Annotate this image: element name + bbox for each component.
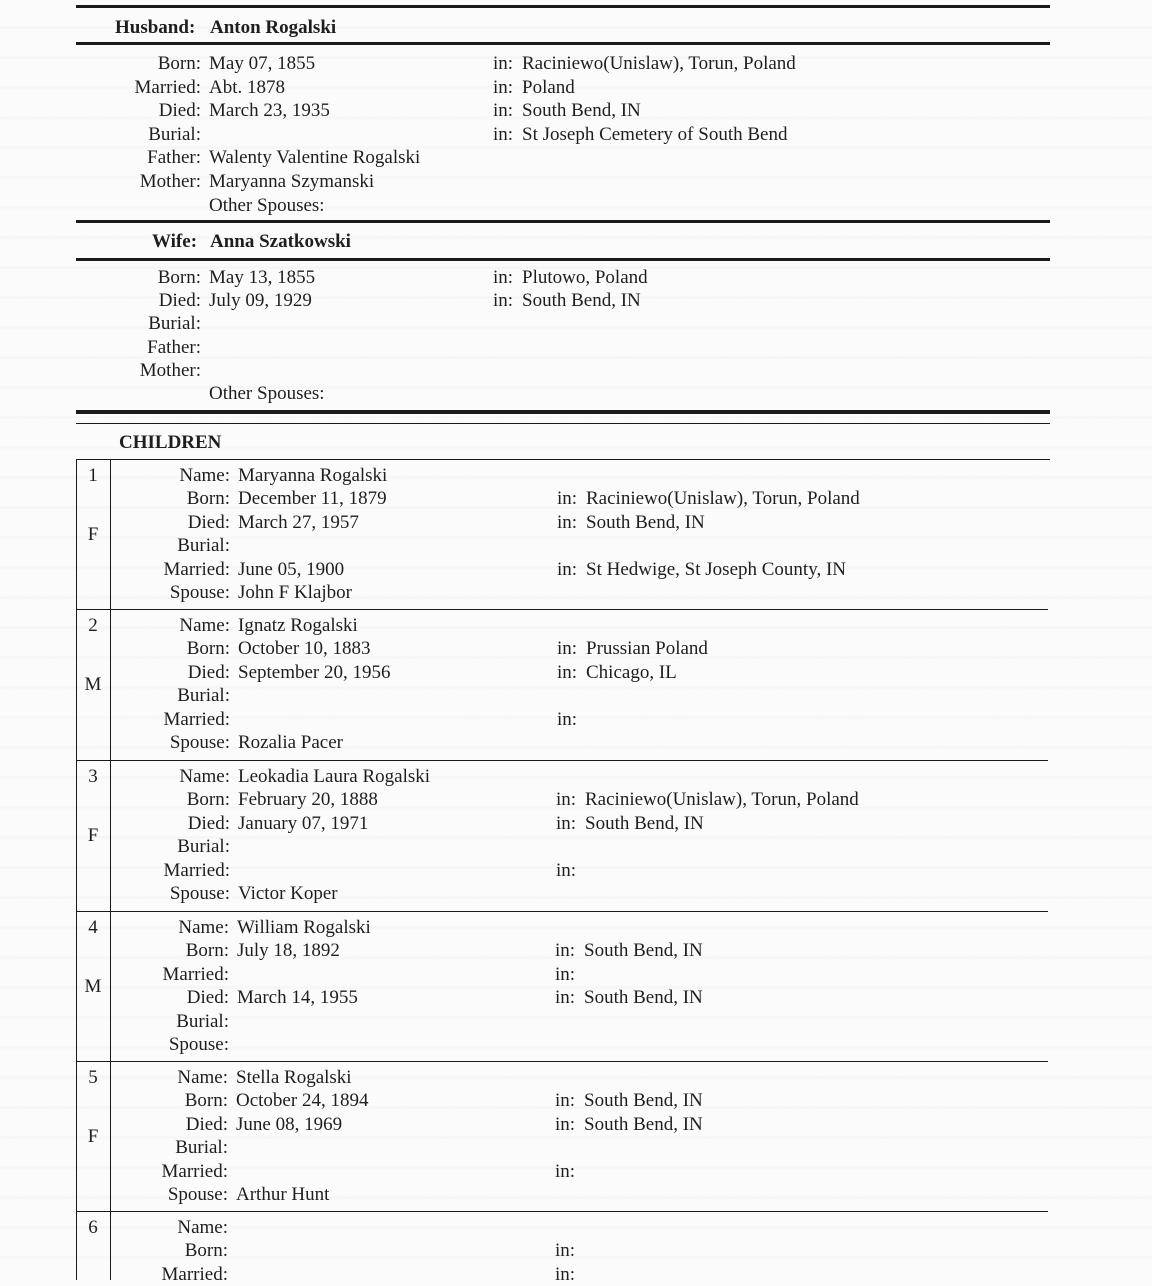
children-double-rule-top bbox=[76, 410, 1050, 414]
child-5-died-place: South Bend, IN bbox=[584, 1113, 703, 1135]
child-4-married-label: Married: bbox=[162, 963, 229, 985]
husband-born-in-label: in: bbox=[493, 53, 514, 74]
child-separator bbox=[76, 1211, 1048, 1212]
child-1-born-value: December 11, 1879 bbox=[238, 488, 387, 510]
husband-married-value: Abt. 1878 bbox=[209, 76, 285, 98]
child-4-married-in-label: in: bbox=[555, 963, 576, 985]
wife-born-place: Plutowo, Poland bbox=[522, 267, 648, 288]
child-number: 6 bbox=[88, 1217, 98, 1238]
child-2-name-value: Ignatz Rogalski bbox=[238, 615, 358, 636]
child-3-name-value: Leokadia Laura Rogalski bbox=[238, 766, 431, 787]
child-separator bbox=[76, 1061, 1048, 1062]
child-3-died-value: January 07, 1971 bbox=[238, 812, 369, 834]
husband-born-value: May 07, 1855 bbox=[209, 53, 316, 74]
child-5-spouse-label: Spouse: bbox=[167, 1184, 228, 1205]
husband-other-value: Other Spouses: bbox=[209, 194, 325, 216]
child-sex: F bbox=[87, 524, 99, 545]
husband-married-label: Married: bbox=[134, 76, 201, 98]
husband-died-value: March 23, 1935 bbox=[209, 100, 330, 122]
child-4-spouse-label: Spouse: bbox=[168, 1034, 229, 1055]
child-5-died-value: June 08, 1969 bbox=[236, 1113, 343, 1135]
child-1-spouse-value: John F Klajbor bbox=[238, 582, 352, 603]
child-5-name-value: Stella Rogalski bbox=[236, 1067, 352, 1088]
child-sex: M bbox=[84, 976, 102, 997]
child-4-born-place: South Bend, IN bbox=[584, 940, 703, 962]
child-3-born-place: Raciniewo(Unislaw), Torun, Poland bbox=[585, 789, 859, 811]
wife-name: Anna Szatkowski bbox=[210, 231, 351, 252]
child-5-burial-label: Burial: bbox=[175, 1137, 228, 1159]
child-1-name-value: Maryanna Rogalski bbox=[238, 465, 388, 486]
top-rule bbox=[76, 5, 1050, 8]
child-4-name-label: Name: bbox=[178, 917, 229, 938]
children-heading: CHILDREN bbox=[119, 432, 222, 453]
wife-mother-label: Mother: bbox=[139, 359, 201, 381]
husband-burial-label: Burial: bbox=[148, 123, 201, 145]
child-3-married-in-label: in: bbox=[556, 859, 577, 881]
child-1-burial-label: Burial: bbox=[177, 535, 230, 557]
child-1-married-place: St Hedwige, St Joseph County, IN bbox=[586, 558, 847, 580]
husband-name: Anton Rogalski bbox=[210, 17, 337, 38]
child-1-married-label: Married: bbox=[163, 558, 230, 580]
child-sex: F bbox=[87, 1126, 99, 1147]
child-number: 4 bbox=[88, 917, 98, 938]
child-number: 3 bbox=[88, 766, 98, 787]
child-1-married-in-label: in: bbox=[557, 558, 578, 580]
child-1-born-in-label: in: bbox=[557, 488, 578, 510]
child-4-died-value: March 14, 1955 bbox=[237, 987, 358, 1009]
child-1-died-label: Died: bbox=[187, 511, 230, 533]
child-sex: M bbox=[84, 674, 102, 695]
husband-died-place: South Bend, IN bbox=[522, 100, 641, 122]
child-number: 5 bbox=[88, 1067, 98, 1088]
husband-born-place: Raciniewo(Unislaw), Torun, Poland bbox=[522, 53, 796, 74]
child-6-born-in-label: in: bbox=[555, 1240, 576, 1262]
husband-born-label: Born: bbox=[157, 53, 201, 74]
wife-died-label: Died: bbox=[158, 290, 201, 312]
child-5-spouse-value: Arthur Hunt bbox=[236, 1184, 330, 1205]
wife-burial-label: Burial: bbox=[148, 313, 201, 335]
child-2-died-value: September 20, 1956 bbox=[238, 661, 391, 683]
wife-heading: Wife: bbox=[152, 231, 198, 252]
child-2-married-in-label: in: bbox=[557, 708, 578, 730]
child-4-born-in-label: in: bbox=[555, 940, 576, 962]
child-1-married-value: June 05, 1900 bbox=[238, 558, 345, 580]
child-6-married-label: Married: bbox=[161, 1263, 228, 1285]
child-3-born-value: February 20, 1888 bbox=[238, 789, 378, 811]
child-3-spouse-value: Victor Koper bbox=[238, 883, 338, 904]
child-4-name-value: William Rogalski bbox=[237, 917, 371, 938]
child-2-born-label: Born: bbox=[186, 638, 230, 660]
child-2-died-place: Chicago, IL bbox=[586, 661, 677, 683]
child-2-born-in-label: in: bbox=[557, 638, 578, 660]
child-1-born-label: Born: bbox=[186, 488, 230, 510]
wife-died-in-label: in: bbox=[493, 290, 514, 312]
wife-top-rule bbox=[76, 220, 1050, 223]
child-1-name-label: Name: bbox=[179, 465, 230, 486]
child-5-name-label: Name: bbox=[177, 1067, 228, 1088]
child-6-born-label: Born: bbox=[184, 1240, 228, 1262]
child-4-died-label: Died: bbox=[186, 987, 229, 1009]
child-4-died-in-label: in: bbox=[555, 987, 576, 1009]
child-1-spouse-label: Spouse: bbox=[169, 582, 230, 603]
wife-born-value: May 13, 1855 bbox=[209, 267, 316, 288]
child-4-born-value: July 18, 1892 bbox=[237, 940, 340, 962]
child-5-born-place: South Bend, IN bbox=[584, 1090, 703, 1112]
husband-burial-place: St Joseph Cemetery of South Bend bbox=[522, 123, 788, 145]
child-3-died-in-label: in: bbox=[556, 812, 577, 834]
husband-burial-in-label: in: bbox=[493, 123, 514, 145]
child-separator bbox=[76, 609, 1048, 610]
wife-died-value: July 09, 1929 bbox=[209, 290, 312, 312]
child-3-died-place: South Bend, IN bbox=[585, 812, 704, 834]
husband-married-place: Poland bbox=[522, 76, 575, 98]
wife-died-place: South Bend, IN bbox=[522, 290, 641, 312]
child-5-born-label: Born: bbox=[184, 1090, 228, 1112]
wife-other-value: Other Spouses: bbox=[209, 383, 325, 404]
husband-married-in-label: in: bbox=[493, 76, 514, 98]
child-5-born-value: October 24, 1894 bbox=[236, 1090, 369, 1112]
child-6-name-label: Name: bbox=[177, 1217, 228, 1238]
child-3-spouse-label: Spouse: bbox=[169, 883, 230, 904]
husband-father-value: Walenty Valentine Rogalski bbox=[209, 147, 421, 169]
child-2-spouse-label: Spouse: bbox=[169, 732, 230, 753]
wife-father-label: Father: bbox=[147, 336, 201, 358]
wife-born-label: Born: bbox=[157, 267, 201, 288]
child-3-born-in-label: in: bbox=[556, 789, 577, 811]
children-double-rule-bottom bbox=[76, 423, 1050, 424]
child-1-died-in-label: in: bbox=[557, 511, 578, 533]
husband-rule bbox=[76, 42, 1050, 45]
child-2-died-label: Died: bbox=[187, 661, 230, 683]
child-2-name-label: Name: bbox=[179, 615, 230, 636]
child-sex: F bbox=[87, 825, 99, 846]
child-4-died-place: South Bend, IN bbox=[584, 987, 703, 1009]
child-number: 2 bbox=[88, 615, 98, 636]
child-separator bbox=[76, 911, 1048, 912]
child-5-married-label: Married: bbox=[161, 1160, 228, 1182]
child-3-married-label: Married: bbox=[163, 859, 230, 881]
child-2-spouse-value: Rozalia Pacer bbox=[238, 732, 343, 753]
husband-died-label: Died: bbox=[158, 100, 201, 122]
child-4-born-label: Born: bbox=[185, 940, 229, 962]
child-3-died-label: Died: bbox=[187, 812, 230, 834]
child-2-died-in-label: in: bbox=[557, 661, 578, 683]
child-3-burial-label: Burial: bbox=[177, 836, 230, 858]
husband-father-label: Father: bbox=[147, 147, 201, 169]
husband-died-in-label: in: bbox=[493, 100, 514, 122]
child-5-born-in-label: in: bbox=[555, 1090, 576, 1112]
child-4-burial-label: Burial: bbox=[176, 1010, 229, 1032]
child-separator bbox=[76, 760, 1048, 761]
child-number: 1 bbox=[88, 465, 98, 486]
wife-rule bbox=[76, 258, 1050, 261]
child-2-born-place: Prussian Poland bbox=[586, 638, 708, 660]
husband-heading: Husband: bbox=[115, 17, 196, 38]
child-5-married-in-label: in: bbox=[555, 1160, 576, 1182]
husband-mother-label: Mother: bbox=[139, 171, 201, 192]
husband-mother-value: Maryanna Szymanski bbox=[209, 171, 375, 192]
child-5-died-label: Died: bbox=[185, 1113, 228, 1135]
child-2-married-label: Married: bbox=[163, 708, 230, 730]
wife-born-in-label: in: bbox=[493, 267, 514, 288]
child-6-married-in-label: in: bbox=[555, 1263, 576, 1285]
child-3-born-label: Born: bbox=[186, 789, 230, 811]
child-1-died-value: March 27, 1957 bbox=[238, 511, 359, 533]
child-1-died-place: South Bend, IN bbox=[586, 511, 705, 533]
child-3-name-label: Name: bbox=[179, 766, 230, 787]
child-2-born-value: October 10, 1883 bbox=[238, 638, 371, 660]
child-2-burial-label: Burial: bbox=[177, 685, 230, 707]
children-rule bbox=[76, 459, 1050, 460]
child-5-died-in-label: in: bbox=[555, 1113, 576, 1135]
child-1-born-place: Raciniewo(Unislaw), Torun, Poland bbox=[586, 488, 860, 510]
